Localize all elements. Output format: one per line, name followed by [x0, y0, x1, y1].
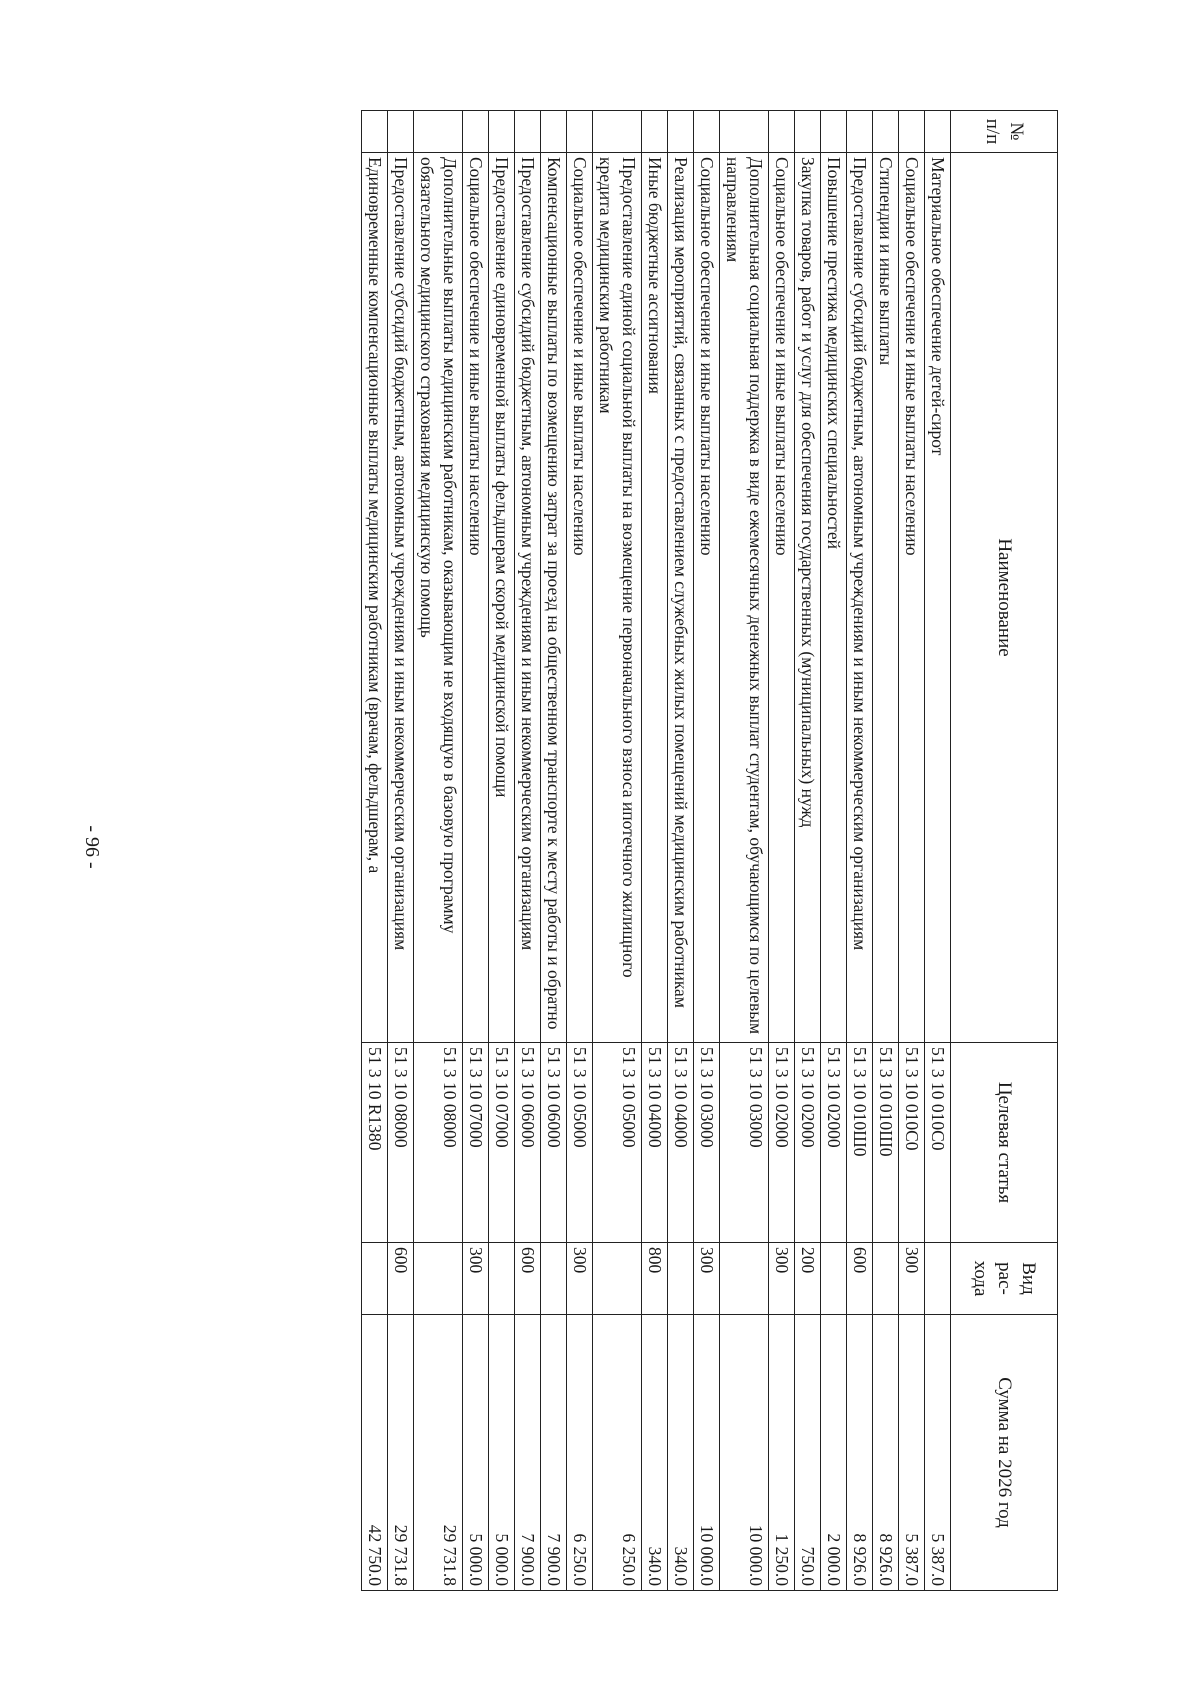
cell-num: [489, 111, 515, 153]
cell-name: Предоставление единовременной выплаты фельдшерам скорой медицинской помощи: [489, 153, 515, 1043]
cell-sum: 1 250.0: [769, 1315, 795, 1591]
cell-code: 51 3 10 06000: [541, 1043, 567, 1243]
cell-code: 51 3 10 08000: [414, 1043, 463, 1243]
cell-name: Предоставление субсидий бюджетным, автономным учреждениям и иным некоммерческим организациям: [847, 153, 873, 1043]
cell-code: 51 3 10 02000: [795, 1043, 821, 1243]
cell-kind: 800: [642, 1243, 668, 1315]
cell-kind: 200: [795, 1243, 821, 1315]
table-row: [489, 111, 515, 1591]
cell-name: Единовременные компенсационные выплаты медицинским работникам (врачам, фельдшерам, а: [362, 153, 388, 1043]
cell-num: [769, 111, 795, 153]
cell-sum: 5 387.0: [925, 1315, 951, 1591]
table-row: [414, 111, 463, 1591]
cell-code: 51 3 10 05000: [567, 1043, 593, 1243]
cell-name: Закупка товаров, работ и услуг для обеспечения государственных (муниципальных) нужд: [795, 153, 821, 1043]
table-row: [388, 111, 414, 1591]
cell-sum: 5 000.0: [463, 1315, 489, 1591]
cell-code: 51 3 10 04000: [642, 1043, 668, 1243]
cell-num: [463, 111, 489, 153]
cell-code: 51 3 10 02000: [769, 1043, 795, 1243]
cell-kind: [925, 1243, 951, 1315]
cell-name: Дополнительная социальная поддержка в виде ежемесячных денежных выплат студентам, обучающимся по целевым направлениям: [720, 153, 769, 1043]
cell-sum: 5 000.0: [489, 1315, 515, 1591]
table-row: [593, 111, 642, 1591]
cell-name: Предоставление единой социальной выплаты на возмещение первоначального взноса ипотечного жилищного кредита медицинским работникам: [593, 153, 642, 1043]
header-num: № п/п: [951, 111, 1058, 153]
table-row: [873, 111, 899, 1591]
cell-code: 51 3 10 04000: [668, 1043, 694, 1243]
cell-num: [847, 111, 873, 153]
cell-name: Материальное обеспечение детей-сирот: [925, 153, 951, 1043]
cell-code: 51 3 10 R1380: [362, 1043, 388, 1243]
cell-kind: 600: [847, 1243, 873, 1315]
cell-kind: [873, 1243, 899, 1315]
cell-sum: 2 000.0: [821, 1315, 847, 1591]
cell-num: [873, 111, 899, 153]
cell-num: [720, 111, 769, 153]
table-row: [694, 111, 720, 1591]
table-row: [541, 111, 567, 1591]
cell-name: Предоставление субсидий бюджетным, автономным учреждениям и иным некоммерческим организациям: [388, 153, 414, 1043]
cell-code: 51 3 10 010С0: [899, 1043, 925, 1243]
page-number: - 96 -: [81, 825, 103, 869]
cell-sum: 8 926.0: [847, 1315, 873, 1591]
table-row: [362, 111, 388, 1591]
cell-name: Компенсационные выплаты по возмещению затрат за проезд на общественном транспорте к месту работы и обратно: [541, 153, 567, 1043]
cell-num: [414, 111, 463, 153]
cell-kind: 300: [769, 1243, 795, 1315]
cell-num: [694, 111, 720, 153]
cell-code: 51 3 10 05000: [593, 1043, 642, 1243]
cell-kind: [362, 1243, 388, 1315]
cell-num: [567, 111, 593, 153]
cell-kind: [593, 1243, 642, 1315]
cell-name: Социальное обеспечение и иные выплаты населению: [899, 153, 925, 1043]
cell-sum: 5 387.0: [899, 1315, 925, 1591]
cell-code: 51 3 10 08000: [388, 1043, 414, 1243]
cell-num: [925, 111, 951, 153]
cell-kind: 300: [694, 1243, 720, 1315]
cell-name: Дополнительные выплаты медицинским работникам, оказывающим не входящую в базовую программу обязательного медицинского страхования медицинскую помощь: [414, 153, 463, 1043]
cell-num: [642, 111, 668, 153]
table-row: [642, 111, 668, 1591]
cell-kind: 300: [567, 1243, 593, 1315]
cell-name: Социальное обеспечение и иные выплаты населению: [769, 153, 795, 1043]
table-row: [795, 111, 821, 1591]
cell-name: Социальное обеспечение и иные выплаты населению: [567, 153, 593, 1043]
cell-kind: [720, 1243, 769, 1315]
cell-num: [515, 111, 541, 153]
cell-code: 51 3 10 010Ш0: [847, 1043, 873, 1243]
cell-code: 51 3 10 03000: [720, 1043, 769, 1243]
cell-sum: 8 926.0: [873, 1315, 899, 1591]
cell-kind: 600: [515, 1243, 541, 1315]
header-code: Целевая статья: [951, 1043, 1058, 1243]
header-name: Наименование: [951, 153, 1058, 1043]
cell-sum: 10 000.0: [720, 1315, 769, 1591]
cell-kind: [821, 1243, 847, 1315]
cell-num: [821, 111, 847, 153]
cell-num: [593, 111, 642, 153]
table-row: [899, 111, 925, 1591]
cell-kind: [668, 1243, 694, 1315]
cell-code: 51 3 10 010Ш0: [873, 1043, 899, 1243]
cell-num: [668, 111, 694, 153]
cell-sum: 6 250.0: [567, 1315, 593, 1591]
cell-name: Предоставление субсидий бюджетным, автономным учреждениям и иным некоммерческим организациям: [515, 153, 541, 1043]
cell-code: 51 3 10 07000: [489, 1043, 515, 1243]
cell-sum: 29 731.8: [388, 1315, 414, 1591]
cell-sum: 42 750.0: [362, 1315, 388, 1591]
cell-name: Стипендии и иные выплаты: [873, 153, 899, 1043]
cell-sum: 340.0: [668, 1315, 694, 1591]
table-row: [515, 111, 541, 1591]
cell-sum: 7 900.0: [541, 1315, 567, 1591]
table-header-row: [951, 111, 1058, 1591]
cell-name: Реализация мероприятий, связанных с предоставлением служебных жилых помещений медицинским работникам: [668, 153, 694, 1043]
budget-table: [361, 110, 1058, 1591]
cell-kind: 300: [899, 1243, 925, 1315]
table-row: [567, 111, 593, 1591]
cell-sum: 7 900.0: [515, 1315, 541, 1591]
table-row: [463, 111, 489, 1591]
cell-name: Социальное обеспечение и иные выплаты населению: [694, 153, 720, 1043]
table-row: [821, 111, 847, 1591]
cell-num: [541, 111, 567, 153]
cell-sum: 750.0: [795, 1315, 821, 1591]
cell-num: [899, 111, 925, 153]
cell-kind: 600: [388, 1243, 414, 1315]
cell-kind: 300: [463, 1243, 489, 1315]
cell-code: 51 3 10 03000: [694, 1043, 720, 1243]
cell-sum: 6 250.0: [593, 1315, 642, 1591]
table-row: [720, 111, 769, 1591]
cell-sum: 10 000.0: [694, 1315, 720, 1591]
cell-name: Социальное обеспечение и иные выплаты населению: [463, 153, 489, 1043]
cell-name: Иные бюджетные ассигнования: [642, 153, 668, 1043]
cell-code: 51 3 10 07000: [463, 1043, 489, 1243]
cell-code: 51 3 10 010С0: [925, 1043, 951, 1243]
cell-code: 51 3 10 06000: [515, 1043, 541, 1243]
cell-num: [362, 111, 388, 153]
table-row: [668, 111, 694, 1591]
budget-table-container: [118, 110, 1058, 1590]
cell-kind: [541, 1243, 567, 1315]
cell-num: [795, 111, 821, 153]
header-sum: Сумма на 2026 год: [951, 1315, 1058, 1591]
cell-kind: [489, 1243, 515, 1315]
cell-sum: 29 731.8: [414, 1315, 463, 1591]
table-row: [769, 111, 795, 1591]
table-row: [925, 111, 951, 1591]
cell-kind: [414, 1243, 463, 1315]
header-kind: Вид рас-хода: [951, 1243, 1058, 1315]
cell-code: 51 3 10 02000: [821, 1043, 847, 1243]
cell-num: [388, 111, 414, 153]
cell-name: Повышение престижа медицинских специальностей: [821, 153, 847, 1043]
cell-sum: 340.0: [642, 1315, 668, 1591]
table-row: [847, 111, 873, 1591]
